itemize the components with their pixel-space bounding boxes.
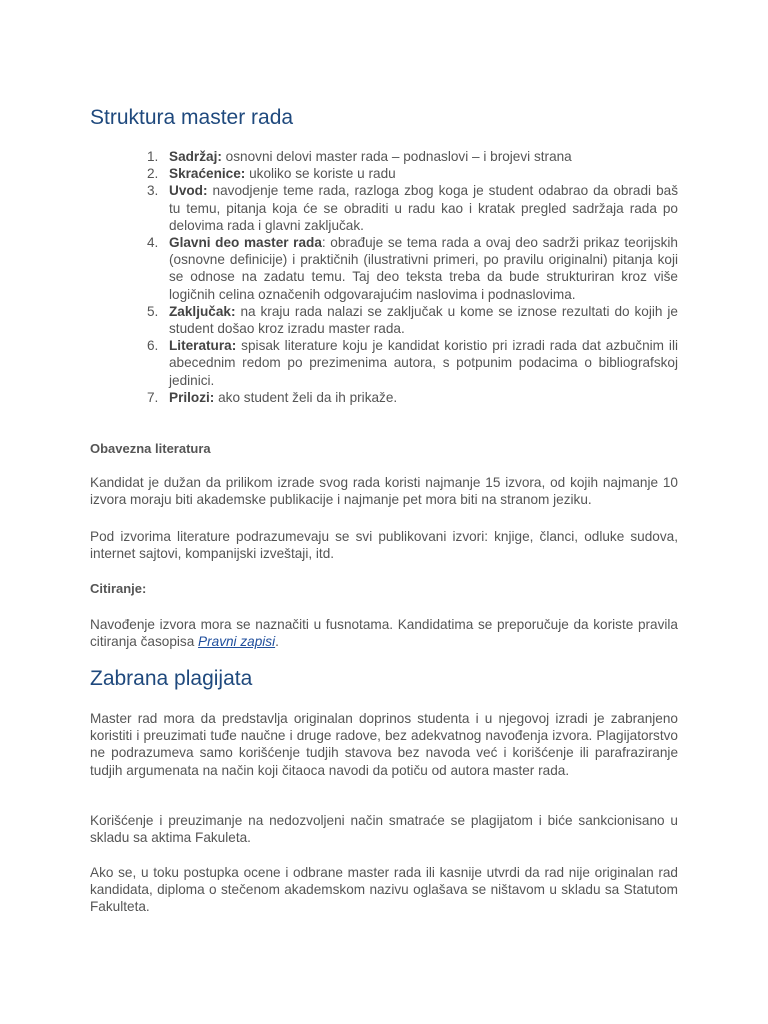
list-number: 4. — [147, 235, 159, 251]
list-number: 7. — [147, 389, 159, 405]
list-term: Sadržaj: — [169, 149, 222, 164]
list-item — [90, 182, 678, 234]
list-text: ako student želi da ih prikaže. — [214, 389, 398, 405]
list-term: Prilozi: — [169, 389, 215, 405]
list-text: na kraju rada nalazi se zaključak u kome se iznose rezultati do kojih je student došao kroz izradu master rada. — [169, 303, 678, 337]
plagiarism-paragraph-3: Ako se, u toku postupka ocene i odbrane master rada ili kasnije utvrdi da rad nije originalan rad kandidata, diploma o stečenom akademskom nazivu oglašava se ništavom u skladu sa Statutom Fakulteta. — [90, 865, 678, 915]
list-term: Literatura: — [169, 338, 237, 354]
list-term: Skraćenice: — [169, 166, 246, 182]
list-text: ukoliko se koriste u radu — [245, 166, 396, 182]
list-number: 3. — [147, 183, 159, 199]
list-item — [90, 337, 678, 389]
list-number: 6. — [147, 338, 159, 354]
list-item — [90, 303, 678, 337]
structure-list — [90, 148, 678, 406]
list-number: 1. — [147, 149, 159, 164]
list-item — [90, 389, 678, 406]
citation-heading: Citiranje: — [90, 581, 147, 596]
list-number: 2. — [147, 166, 159, 182]
list-term: Glavni deo master rada — [169, 235, 322, 251]
list-text: navodjenje teme rada, razloga zbog koga je student odabrao da obradi baš tu temu, pitanja koja će se obraditi u radu kao i kratak pregled sadržaja rada po delovima rada i glavni zaključak. — [169, 183, 678, 233]
list-item — [90, 148, 678, 165]
citation-text: Navođenje izvora mora se naznačiti u fusnotama. Kandidatima se preporučuje da koriste pravila citiranja časopisa — [90, 617, 678, 650]
list-text: osnovni delovi master rada – podnaslovi – i brojevi strana — [221, 149, 572, 164]
section-title-structure: Struktura master rada — [90, 106, 294, 129]
literature-paragraph-2: Pod izvorima literature podrazumevaju se svi publikovani izvori: knjige, članci, odluke sudova, internet sajtovi, kompanijski izveštaji, itd. — [90, 529, 678, 562]
citation-paragraph — [90, 616, 678, 650]
literature-paragraph-1: Kandidat je dužan da prilikom izrade svog rada koristi najmanje 15 izvora, od kojih najmanje 10 izvora moraju biti akademske publikacije i najmanje pet mora biti na stranom jeziku. — [90, 475, 678, 508]
list-text: : obrađuje se tema rada a ovaj deo sadrži prikaz teorijskih (osnovne definicije) i praktičnih (ilustrativni primeri, po pravilu originalni) pitanja koji se odnose na zadatu temu. Taj deo teksta treba da bude strukturiran kroz više logičnih celina označenih odgovarajućim naslovima i podnaslovima. — [169, 235, 678, 302]
list-number: 5. — [147, 303, 159, 319]
plagiarism-paragraph-1: Master rad mora da predstavlja originalan doprinos studenta i u njegovoj izradi je zabranjeno koristiti i preuzimati tuđe naučne i druge radove, bez adekvatnog navođenja izvora. Plagijatorstvo ne podrazumeva samo korišćenje tudjih stavova bez navoda već i korišćenje ili parafraziranje tudjih argumenata na način koji čitaoca navodi da potiču od autora master rada. — [90, 711, 678, 778]
list-item — [90, 165, 678, 182]
list-text: spisak literature koju je kandidat koristio pri izradi rada dat azbučnim ili abecednim redom po prezimenima autora, s potpunim podacima o bibliografskoj jedinici. — [169, 338, 678, 388]
citation-text-end: . — [275, 634, 279, 650]
section-title-plagiarism: Zabrana plagijata — [90, 667, 253, 690]
pravni-zapisi-link[interactable]: Pravni zapisi — [198, 634, 276, 650]
literature-heading: Obavezna literatura — [90, 441, 211, 456]
list-term: Zaključak: — [169, 303, 236, 319]
list-item — [90, 234, 678, 303]
plagiarism-paragraph-2: Korišćenje i preuzimanje na nedozvoljeni način smatraće se plagijatom i biće sankcionisano u skladu sa aktima Fakuleta. — [90, 813, 678, 846]
list-term: Uvod: — [169, 183, 208, 199]
